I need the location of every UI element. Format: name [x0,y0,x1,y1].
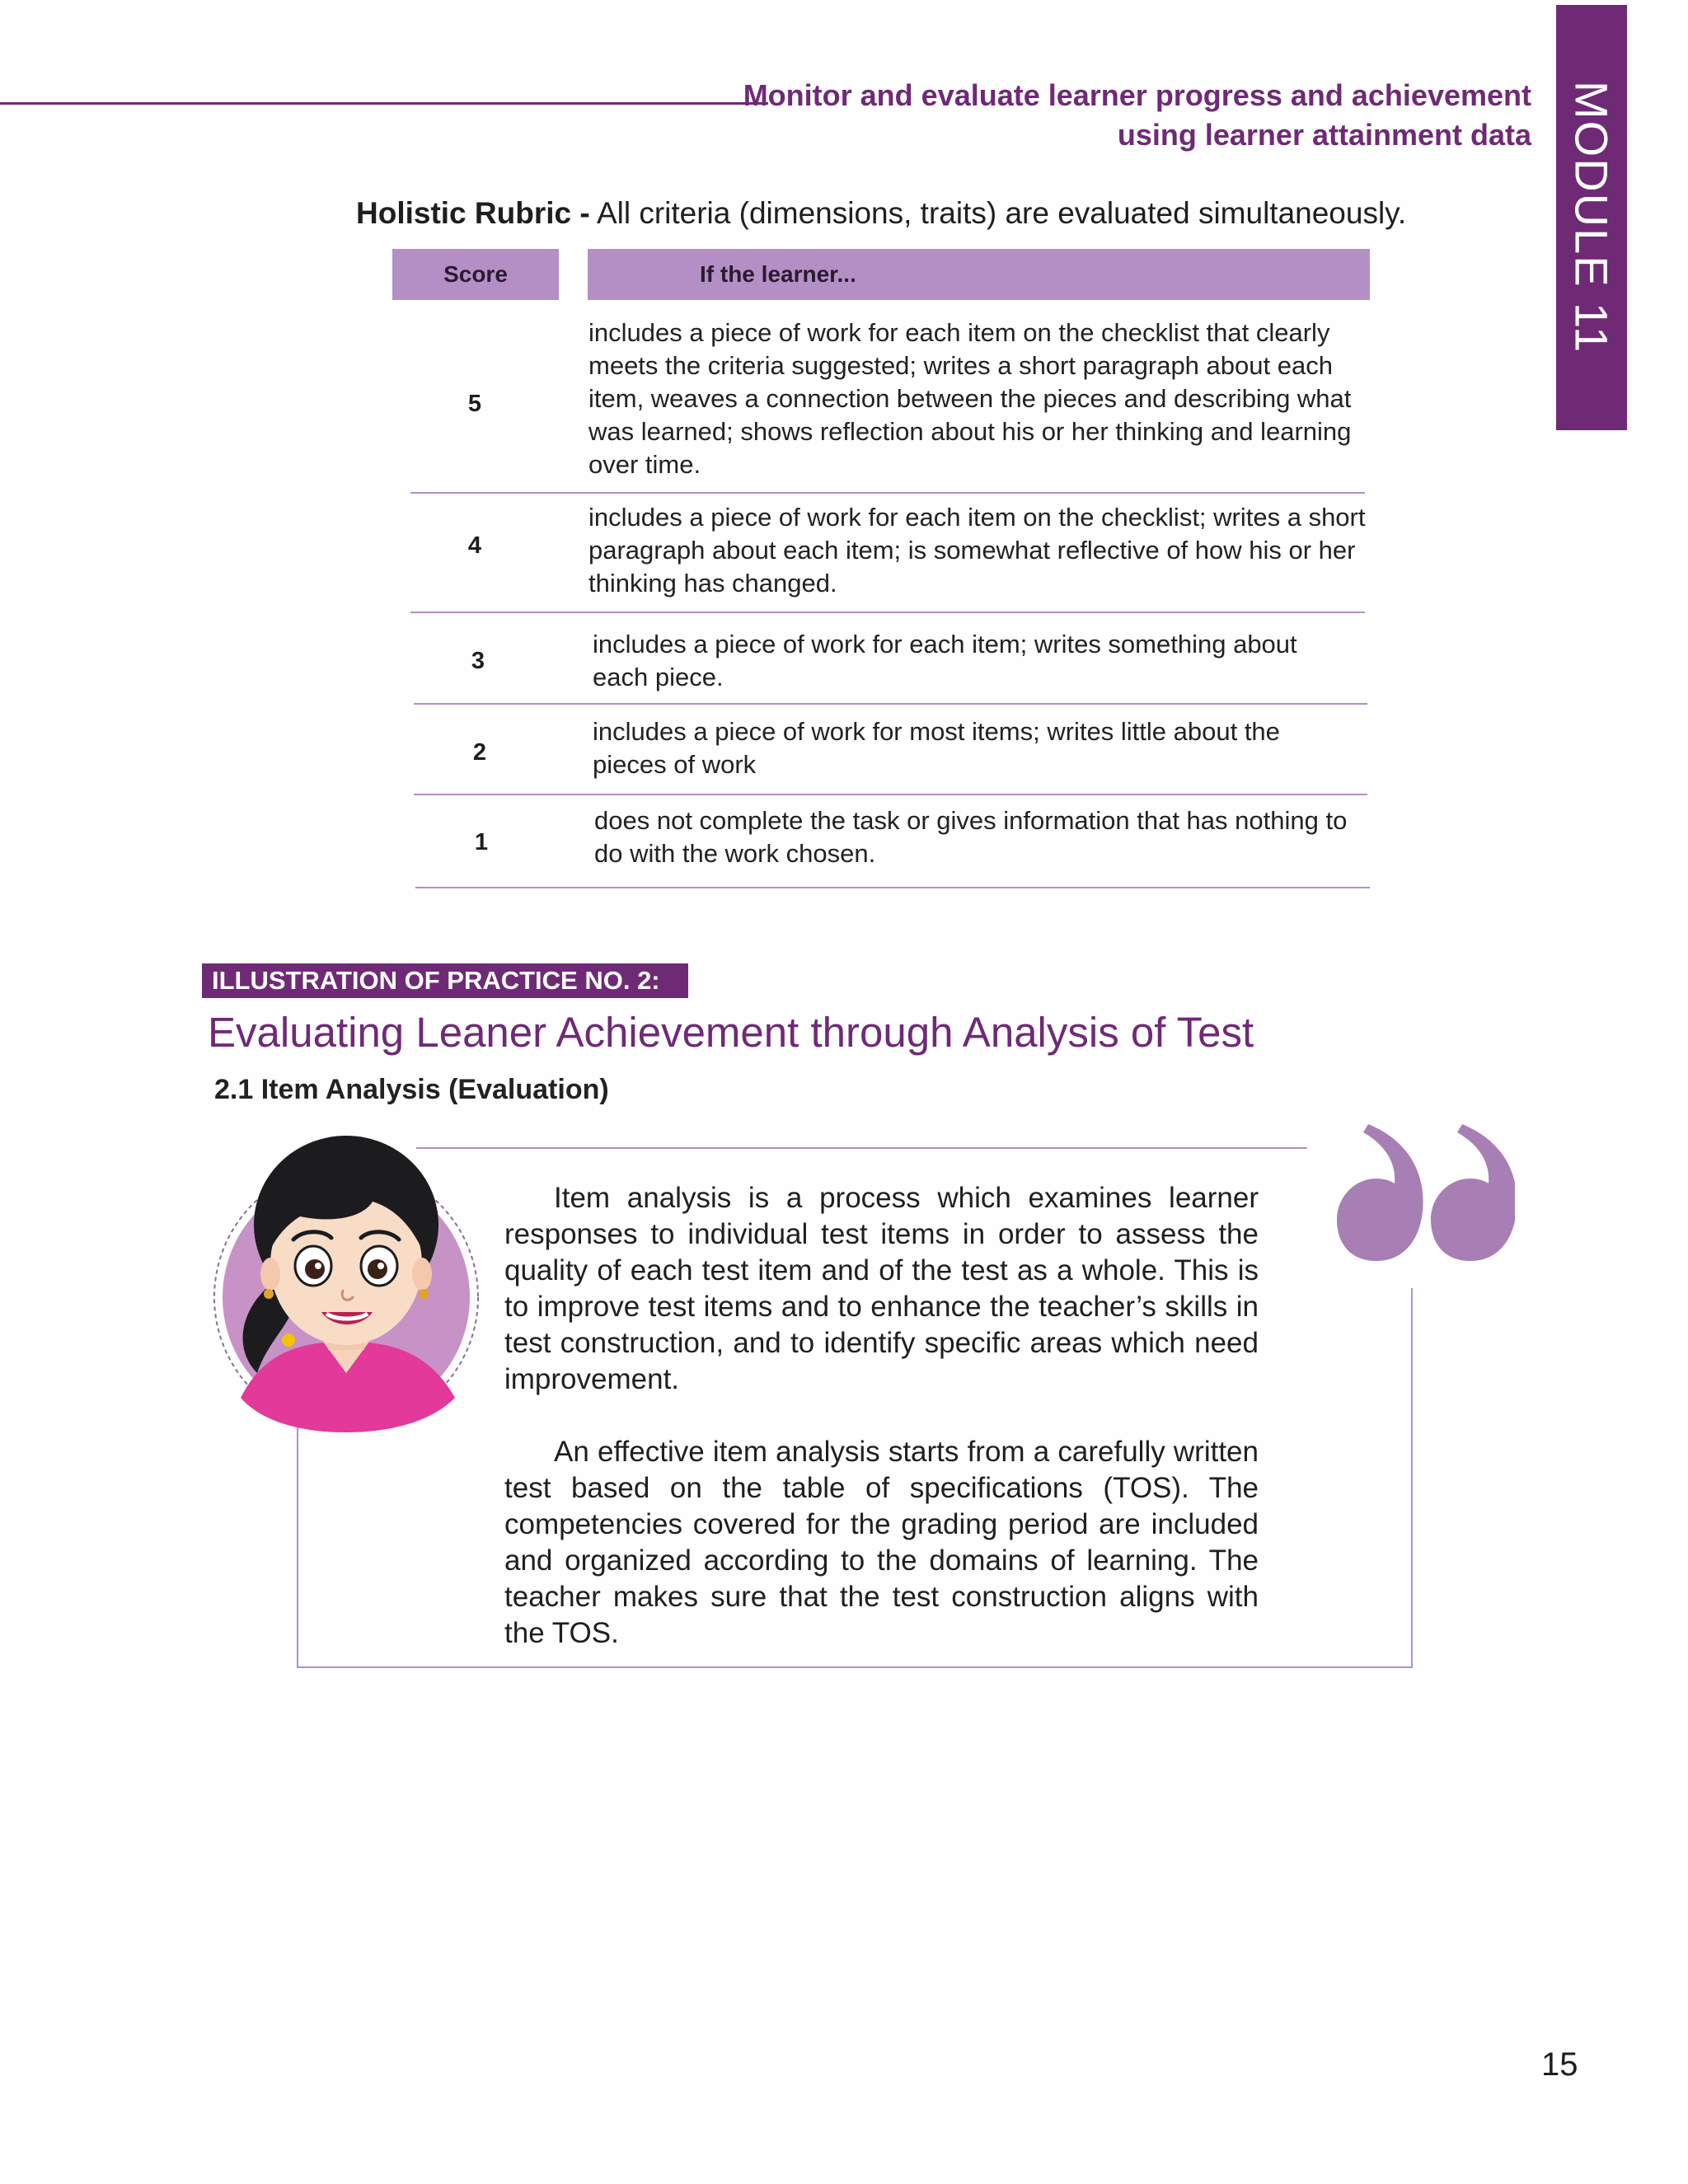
rubric-score-1: 1 [474,829,489,855]
column-header-learner: If the learner... [588,249,1370,300]
rubric-row-divider [414,703,1367,705]
rubric-text-1: does not complete the task or gives information that has nothing to do with the work chosen. [594,806,1348,868]
quote-paragraph-2: An effective item analysis starts from a carefully written test based on the table of specifications (TOS). The competencies covered for the grading period are included and organized according to the domains of learning. The teacher makes sure that the test construction aligns with the TOS. [504,1436,1259,1649]
rubric-heading [356,193,1406,234]
header-rule [0,102,768,105]
rubric-text-5: includes a piece of work for each item on the checklist that clearly meets the criteria suggested; writes a short paragraph about each item, weaves a connection between the pieces and describing what was learned; shows reflection about his or her thinking and learning over time. [588,318,1352,479]
column-header-score: Score [392,249,559,300]
rubric-row-divider [410,492,1365,494]
module-tab-label: MODULE 11 [1565,81,1618,354]
subsection-title: 2.1 Item Analysis (Evaluation) [214,1074,609,1105]
rubric-row-divider [415,887,1370,888]
rubric-text-4: includes a piece of work for each item on the checklist; writes a short paragraph about each item; is somewhat reflective of how his or her thinking has changed. [588,503,1366,598]
running-title [724,76,1531,155]
module-tab [1556,5,1627,430]
rubric-text-2: includes a piece of work for most items; writes little about the pieces of work [593,717,1280,779]
rubric-heading-rest: All criteria (dimensions, traits) are evaluated simultaneously. [589,196,1407,230]
rubric-text-3: includes a piece of work for each item; writes something about each piece. [593,630,1297,691]
running-title-line2: using learner attainment data [1117,118,1531,152]
quote-box-top-border [416,1147,1307,1149]
rubric-row-divider [410,612,1365,613]
running-title-line1: Monitor and evaluate learner progress and achievement [743,78,1531,112]
quote-text [504,1180,1259,1688]
quote-box-left-border [297,1426,298,1668]
teacher-avatar-illustration [208,1126,481,1432]
rubric-heading-bold: Holistic Rubric - [356,196,590,230]
rubric-score-3: 3 [471,648,485,674]
quote-box-right-border [1411,1288,1413,1668]
section-title: Evaluating Leaner Achievement through Analysis of Test [208,1009,1254,1056]
rubric-score-2: 2 [472,739,487,766]
rubric-score-5: 5 [467,391,482,417]
rubric-row-divider [414,794,1367,795]
rubric-score-4: 4 [467,532,482,559]
practice-badge: ILLUSTRATION OF PRACTICE NO. 2: [202,963,688,998]
quote-mark-icon [1334,1121,1515,1269]
quote-paragraph-1: Item analysis is a process which examines learner responses to individual test items in order to assess the quality of each test item and of the test as a whole. This is to improve test items and to enhance the teacher’s skills in test construction, and to identify specific areas which need improvement. [504,1182,1259,1395]
page-number: 15 [1541,2046,1578,2083]
